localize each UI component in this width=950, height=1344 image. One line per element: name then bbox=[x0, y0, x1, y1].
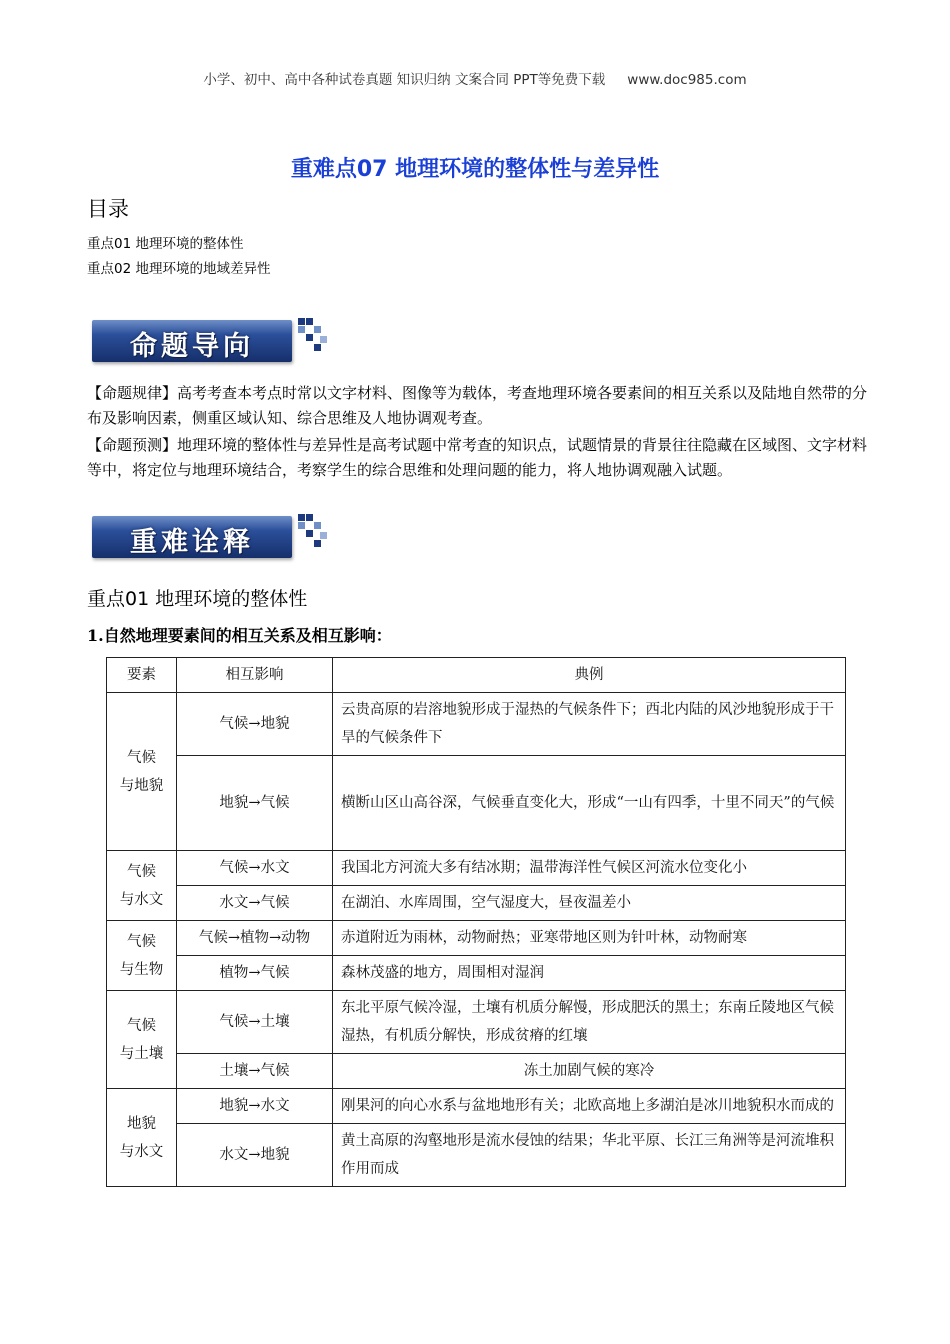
example-cell: 刚果河的向心水系与盆地地形有关；北欧高地上多湖泊是冰川地貌积水而成的 bbox=[333, 1089, 846, 1124]
table-header-cell: 要素 bbox=[107, 658, 177, 693]
element-cell: 气候 与水文 bbox=[107, 851, 177, 921]
table-row bbox=[107, 851, 846, 886]
influence-cell: 水文→地貌 bbox=[177, 1124, 333, 1187]
element-cell: 气候 与地貌 bbox=[107, 693, 177, 851]
influence-cell: 植物→气候 bbox=[177, 956, 333, 991]
example-cell: 森林茂盛的地方，周围相对湿润 bbox=[333, 956, 846, 991]
influence-cell: 气候→水文 bbox=[177, 851, 333, 886]
table-header-cell: 相互影响 bbox=[177, 658, 333, 693]
table-row bbox=[107, 756, 846, 851]
section-subheading: 1.自然地理要素间的相互关系及相互影响： bbox=[87, 626, 392, 645]
toc-heading: 目录 bbox=[87, 197, 129, 221]
table-header-cell: 典例 bbox=[333, 658, 846, 693]
banner-text: 命题导向 bbox=[130, 331, 254, 362]
relationship-table bbox=[106, 657, 846, 1187]
table-row bbox=[107, 1054, 846, 1089]
table-row bbox=[107, 1124, 846, 1187]
table-row bbox=[107, 921, 846, 956]
example-cell: 横断山区山高谷深，气候垂直变化大，形成“一山有四季，十里不同天”的气候 bbox=[333, 756, 846, 851]
header-url[interactable]: www.doc985.com bbox=[627, 72, 747, 88]
page-header bbox=[0, 68, 950, 88]
table-row bbox=[107, 956, 846, 991]
header-text: 小学、初中、高中各种试卷真题 知识归纳 文案合同 PPT等免费下载 bbox=[203, 72, 606, 88]
element-cell: 气候 与土壤 bbox=[107, 991, 177, 1089]
table-row bbox=[107, 1089, 846, 1124]
influence-cell: 气候→植物→动物 bbox=[177, 921, 333, 956]
example-cell: 赤道附近为雨林，动物耐热；亚寒带地区则为针叶林，动物耐寒 bbox=[333, 921, 846, 956]
influence-cell: 土壤→气候 bbox=[177, 1054, 333, 1089]
paragraph-rule: 【命题规律】高考考查本考点时常以文字材料、图像等为载体，考查地理环境各要素间的相互关系以及陆地自然带的分布及影响因素，侧重区域认知、综合思维及人地协调观考查。 bbox=[87, 384, 868, 427]
influence-cell: 地貌→水文 bbox=[177, 1089, 333, 1124]
example-cell: 冻土加剧气候的寒冷 bbox=[333, 1054, 846, 1089]
table-row bbox=[107, 886, 846, 921]
table-row bbox=[107, 991, 846, 1054]
influence-cell: 气候→地貌 bbox=[177, 693, 333, 756]
toc-item[interactable]: 重点02 地理环境的地域差异性 bbox=[87, 261, 271, 277]
example-cell: 黄土高原的沟壑地形是流水侵蚀的结果；华北平原、长江三角洲等是河流堆积作用而成 bbox=[333, 1124, 846, 1187]
element-cell: 气候 与生物 bbox=[107, 921, 177, 991]
table-row bbox=[107, 693, 846, 756]
influence-cell: 地貌→气候 bbox=[177, 756, 333, 851]
example-cell: 东北平原气候冷湿，土壤有机质分解慢，形成肥沃的黑土；东南丘陵地区气候湿热，有机质分解快，形成贫瘠的红壤 bbox=[333, 991, 846, 1054]
banner-text: 重难诠释 bbox=[130, 527, 254, 558]
banner-key-points bbox=[92, 510, 328, 562]
paragraph-forecast: 【命题预测】地理环境的整体性与差异性是高考试题中常考查的知识点，试题情景的背景往往隐藏在区域图、文字材料等中，将定位与地理环境结合，考察学生的综合思维和处理问题的能力，将人地协调观融入试题。 bbox=[87, 436, 868, 479]
table-header-row bbox=[107, 658, 846, 693]
example-cell: 我国北方河流大多有结冰期；温带海洋性气候区河流水位变化小 bbox=[333, 851, 846, 886]
example-cell: 云贵高原的岩溶地貌形成于湿热的气候条件下；西北内陆的风沙地貌形成于干旱的气候条件下 bbox=[333, 693, 846, 756]
toc-item[interactable]: 重点01 地理环境的整体性 bbox=[87, 236, 244, 252]
banner-proposition-guide bbox=[92, 314, 328, 366]
influence-cell: 气候→土壤 bbox=[177, 991, 333, 1054]
influence-cell: 水文→气候 bbox=[177, 886, 333, 921]
section-heading: 重点01 地理环境的整体性 bbox=[87, 588, 308, 610]
element-cell: 地貌 与水文 bbox=[107, 1089, 177, 1187]
document-title: 重难点07 地理环境的整体性与差异性 bbox=[290, 157, 660, 182]
example-cell: 在湖泊、水库周围，空气湿度大，昼夜温差小 bbox=[333, 886, 846, 921]
